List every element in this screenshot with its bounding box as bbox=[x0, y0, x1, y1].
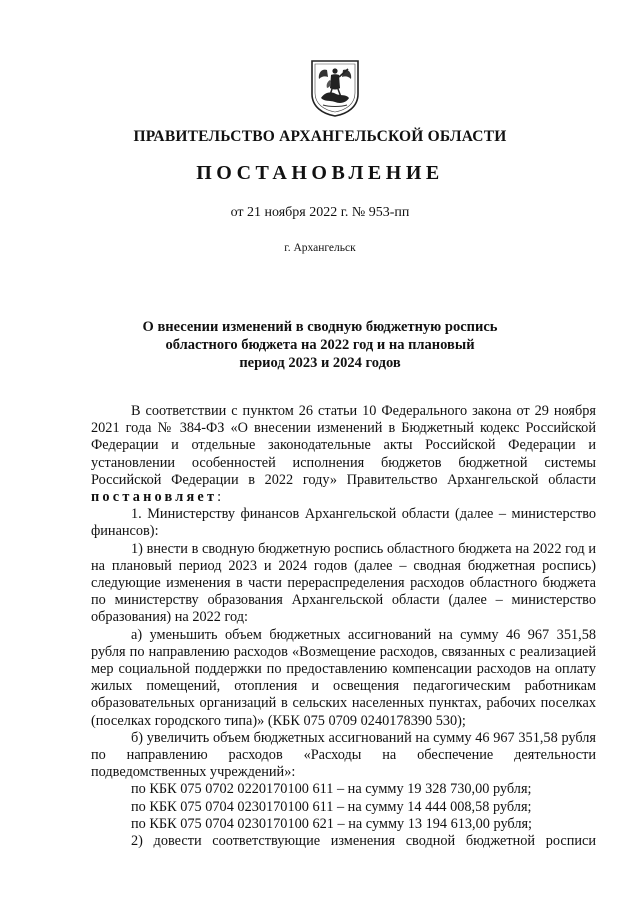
preamble-paragraph bbox=[91, 403, 596, 506]
decree-colon: : bbox=[217, 489, 222, 506]
document-type: ПОСТАНОВЛЕНИЕ bbox=[196, 162, 444, 184]
document-city: г. Архангельск bbox=[284, 242, 356, 254]
document-body bbox=[91, 403, 596, 850]
kbk-line-3: по КБК 075 0704 0230170100 621 – на сумму 13 194 613,00 рубля; bbox=[131, 815, 533, 832]
kbk-line-2: по КБК 075 0704 0230170100 611 – на сумму 14 444 008,58 рубля; bbox=[131, 798, 532, 815]
item-2-paragraph: 2) довести соответствующие изменения сводной бюджетной росписи bbox=[131, 833, 596, 850]
item-1-1-paragraph: 1) внести в сводную бюджетную роспись областного бюджета на 2022 год и на плановый период 2023 и 2024 годов (далее – сводная бюджетная роспись) следующие изменения в части перераспределения расходов областного бюджета по министерству образования Архангельской области (далее – министерство образования) на 2022 год: bbox=[91, 540, 596, 626]
item-1-paragraph: 1. Министерству финансов Архангельской области (далее – министерство финансов): bbox=[91, 506, 596, 540]
arkhangelsk-coat-of-arms-icon bbox=[309, 58, 361, 118]
item-b-paragraph: б) увеличить объем бюджетных ассигнований на сумму 46 967 351,58 рубля по направлению расходов «Расходы на обеспечение деятельности подведомственных учреждений»: bbox=[91, 729, 596, 781]
document-title bbox=[0, 318, 640, 372]
title-line-3: период 2023 и 2024 годов bbox=[239, 355, 401, 371]
kbk-line-1: по КБК 075 0702 0220170100 611 – на сумму 19 328 730,00 рубля; bbox=[131, 781, 532, 798]
preamble-text: В соответствии с пунктом 26 статьи 10 Федерального закона от 29 ноября 2021 года № 384-ФЗ «О внесении изменений в Бюджетный кодекс Российской Федерации и отдельные законодательные акты Российской Федерации и установлении особенностей исполнения бюджетов бюджетной системы Российской Федерации в 2022 году» Правительство Архангельской области bbox=[91, 403, 596, 488]
title-line-1: О внесении изменений в сводную бюджетную роспись bbox=[142, 319, 498, 335]
government-name: ПРАВИТЕЛЬСТВО АРХАНГЕЛЬСКОЙ ОБЛАСТИ bbox=[133, 128, 507, 145]
decree-word: постановляет bbox=[91, 489, 218, 506]
document-date-number: от 21 ноября 2022 г. № 953-пп bbox=[230, 205, 410, 220]
title-line-2: областного бюджета на 2022 год и на плановый bbox=[165, 337, 475, 353]
item-a-paragraph: а) уменьшить объем бюджетных ассигнований на сумму 46 967 351,58 рубля по направлению расходов «Возмещение расходов, связанных с реализацией мер социальной поддержки по предоставлению компенсации расходов на оплату жилых помещений, отопления и освещения педагогическим работникам образовательных организаций в сельских населенных пунктах, рабочих поселках (поселках городского типа)» (КБК 075 0709 0240178390 530); bbox=[91, 626, 596, 729]
